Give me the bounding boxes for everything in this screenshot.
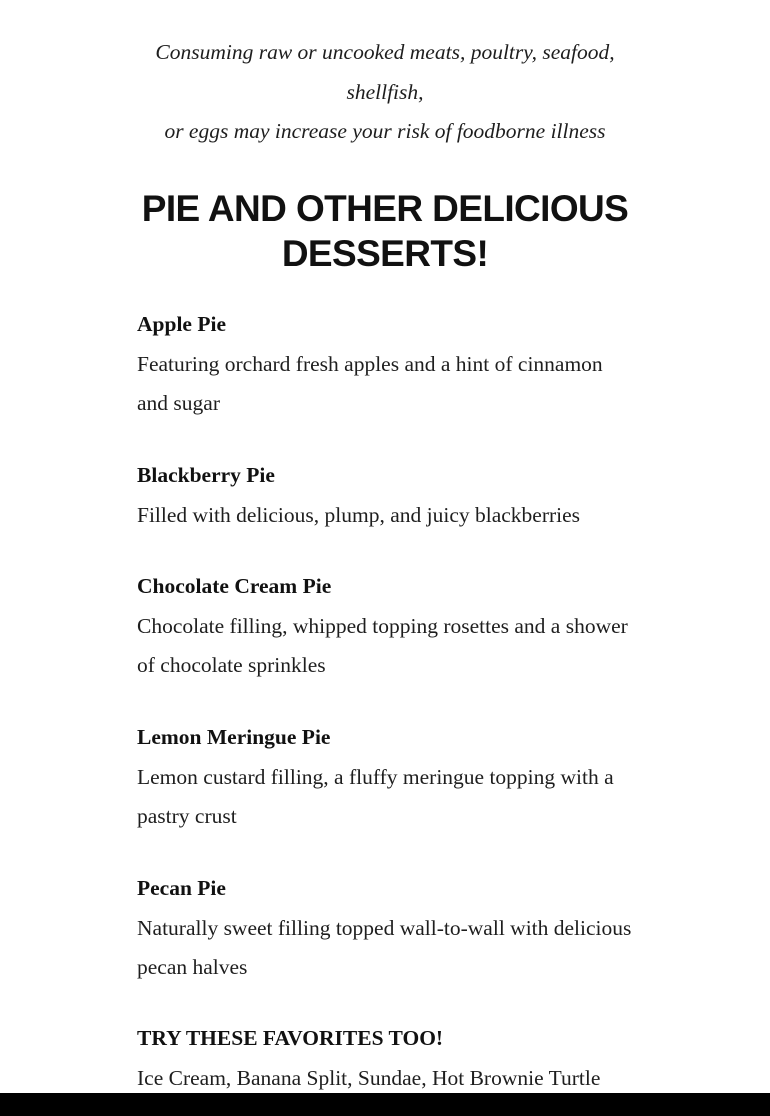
notice-line: or eggs may increase your risk of foodborne illness <box>164 119 606 143</box>
food-safety-notice <box>137 33 633 152</box>
menu-item-name: TRY THESE FAVORITES TOO! <box>137 1026 444 1050</box>
menu-item-favorites <box>137 1019 633 1098</box>
menu-item-lemon-meringue-pie <box>137 718 633 837</box>
menu-item-description: Ice Cream, Banana Split, Sundae, Hot Brownie Turtle <box>137 1065 601 1090</box>
menu-item-description: Lemon custard filling, a fluffy meringue topping with a pastry crust <box>137 764 614 828</box>
menu-item-blackberry-pie <box>137 456 633 535</box>
notice-line: shellfish, <box>346 79 424 104</box>
menu-item-chocolate-cream-pie <box>137 567 633 686</box>
menu-item-pecan-pie <box>137 869 633 988</box>
menu-item-description: Filled with delicious, plump, and juicy blackberries <box>137 502 581 527</box>
menu-item-name: Blackberry Pie <box>137 463 275 487</box>
menu-item-description: Naturally sweet filling topped wall-to-wall with delicious pecan halves <box>137 915 632 979</box>
menu-item-name: Chocolate Cream Pie <box>137 574 332 598</box>
menu-item-name: Pecan Pie <box>137 876 226 900</box>
section-heading: PIE AND OTHER DELICIOUS DESSERTS! <box>141 188 629 274</box>
menu-item-name: Lemon Meringue Pie <box>137 725 331 749</box>
menu-item-description: Featuring orchard fresh apples and a hint of cinnamon and sugar <box>137 351 603 415</box>
menu-item-description: Chocolate filling, whipped topping rosettes and a shower of chocolate sprinkles <box>137 613 628 677</box>
menu-item-name: Apple Pie <box>137 312 226 336</box>
menu-item-apple-pie <box>137 305 633 424</box>
bottom-bar <box>0 1093 770 1116</box>
notice-line: Consuming raw or uncooked meats, poultry, seafood, <box>155 40 615 64</box>
